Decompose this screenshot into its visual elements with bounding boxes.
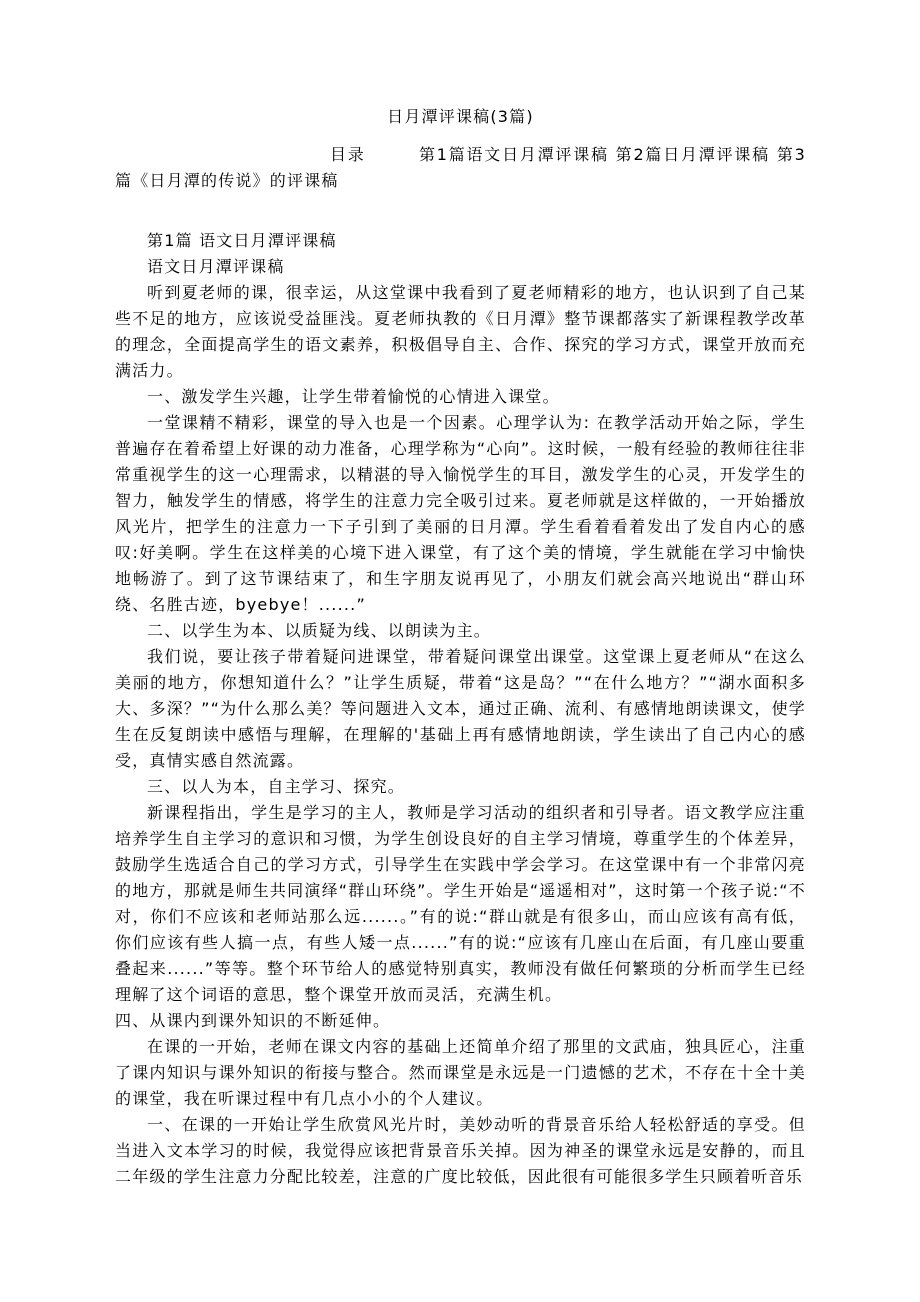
document-title: 日月潭评课稿(3篇) [387, 107, 534, 126]
blank-line [115, 194, 806, 228]
section-1-subtitle: 语文日月潭评课稿 [147, 257, 285, 276]
point-heading-3: 三、以人为本，自主学习、探究。 [147, 777, 406, 796]
point-heading-1: 一、激发学生兴趣，让学生带着愉悦的心情进入课堂。 [147, 387, 560, 406]
document-paragraph: 在课的一开始，老师在课文内容的基础上还简单介绍了那里的文武庙，独具匠心，注重了课内知识与课外知识的衔接与整合。然而课堂是永远是一门遗憾的艺术，不存在十全十美的课堂，我在听课过程中有几点小小的个人建议。 [115, 1037, 806, 1108]
document-paragraph: 我们说，要让孩子带着疑问进课堂，带着疑问课堂出课堂。这堂课上夏老师从“在这么美丽的地方，你想知道什么？”让学生质疑，带着“这是岛？”“在什么地方？”“湖水面积多大、多深？”“为什么那么美？等问题进入文本，通过正确、流利、有感情地朗读课文，使学生在反复朗读中感悟与理解，在理解的'基础上再有感情地朗读，学生读出了自己内心的感受，真情实感自然流露。 [115, 647, 806, 770]
section-1-heading: 第1篇 语文日月潭评课稿 [147, 231, 337, 250]
document-paragraph: 听到夏老师的课，很幸运，从这堂课中我看到了夏老师精彩的地方，也认识到了自己某些不足的地方，应该说受益匪浅。夏老师执教的《日月潭》整节课都落实了新课程教学改革的理念，全面提高学生的语文素养，积极倡导自主、合作、探究的学习方式，课堂开放而充满活力。 [115, 283, 806, 380]
document-paragraph: 一堂课精不精彩，课堂的导入也是一个因素。心理学认为: 在教学活动开始之际，学生普遍存在着希望上好课的动力准备，心理学称为“心向”。这时候，一般有经验的教师往往非常重视学生的这一心理需求，以精湛的导入愉悦学生的耳目，激发学生的心灵，开发学生的智力，触发学生的情感，将学生的注意力完全吸引过来。夏老师就是这样做的，一开始播放风光片，把学生的注意力一下子引到了美丽的日月潭。学生看着看着发出了发自内心的感叹:好美啊。学生在这样美的心境下进入课堂，有了这个美的情境，学生就能在学习中愉快地畅游了。到了这节课结束了，和生字朋友说再见了，小朋友们就会高兴地说出“群山环绕、名胜古迹，byebye！......” [115, 413, 806, 614]
point-heading-2: 二、以学生为本、以质疑为线、以朗读为主。 [147, 621, 492, 640]
document-paragraph: 新课程指出，学生是学习的主人，教师是学习活动的组织者和引导者。语文教学应注重培养学生自主学习的意识和习惯，为学生创设良好的自主学习情境，尊重学生的个体差异，鼓励学生选适合自己的学习方式，引导学生在实践中学会学习。在这堂课中有一个非常闪亮的地方，那就是师生共同演绎“群山环绕”。学生开始是“遥遥相对”，这时第一个孩子说:“不对，你们不应该和老师站那么远......。”有的说:“群山就是有很多山，而山应该有高有低，你们应该有些人搞一点，有些人矮一点......”有的说:“应该有几座山在后面，有几座山要重叠起来......”等等。整个环节给人的感觉特别真实，教师没有做任何繁琐的分析而学生已经理解了这个词语的意思，整个课堂开放而灵活，充满生机。 [115, 803, 806, 1004]
point-heading-4: 四、从课内到课外知识的不断延伸。 [115, 1011, 391, 1030]
suggestion-paragraph: 一、在课的一开始让学生欣赏风光片时，美妙动听的背景音乐给人轻松舒适的享受。但当进入文本学习的时候，我觉得应该把背景音乐关掉。因为神圣的课堂永远是安静的，而且二年级的学生注意力分配比较差，注意的广度比较低，因此很有可能很多学生只顾着听音乐 [115, 1115, 806, 1186]
table-of-contents: 目录 第1篇语文日月潭评课稿 第2篇日月潭评课稿 第3篇《日月潭的传说》的评课稿 [115, 145, 806, 190]
